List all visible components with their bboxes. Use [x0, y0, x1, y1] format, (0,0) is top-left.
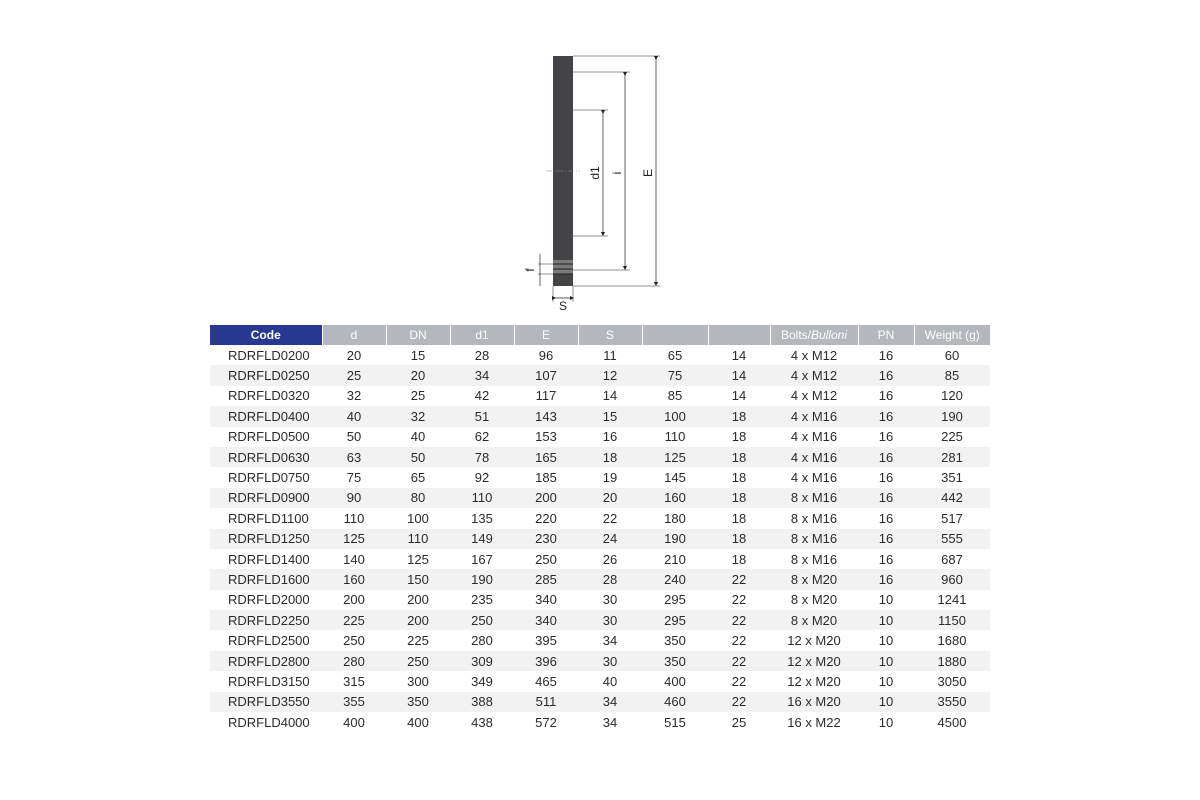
- cell-pn: 16: [878, 388, 894, 404]
- cell-d1: 78: [450, 447, 514, 467]
- cell-weight: 120: [941, 388, 963, 404]
- cell-d1: 280: [471, 633, 493, 649]
- cell-f: 22: [708, 610, 770, 630]
- cell-weight: 1880: [914, 651, 990, 671]
- cell-bolts: 4 x M16: [770, 406, 858, 426]
- cell-i: 160: [642, 488, 708, 508]
- cell-i: 400: [664, 673, 686, 689]
- cell-s: 15: [578, 406, 642, 426]
- table-row: [210, 630, 990, 650]
- cell-s: 34: [578, 692, 642, 712]
- cell-d1: 34: [450, 365, 514, 385]
- cell-e: 340: [514, 610, 578, 630]
- dimension-label-f: f: [523, 268, 537, 272]
- cell-weight: 351: [941, 470, 963, 486]
- cell-i: 75: [642, 365, 708, 385]
- cell-f: 22: [708, 651, 770, 671]
- cell-code: RDRFLD0630: [210, 447, 322, 467]
- cell-weight: 687: [941, 551, 963, 567]
- cell-d: 50: [346, 429, 362, 445]
- cell-f: 18: [708, 447, 770, 467]
- cell-d1: 190: [450, 569, 514, 589]
- cell-d: 125: [322, 529, 386, 549]
- cell-e: 285: [514, 569, 578, 589]
- cell-pn: 16: [858, 529, 914, 549]
- cell-s: 16: [602, 429, 618, 445]
- cell-d1: 250: [450, 610, 514, 630]
- cell-pn: 10: [878, 673, 894, 689]
- cell-s: 24: [578, 529, 642, 549]
- cell-bolts: 4 x M12: [790, 347, 838, 363]
- cell-pn: 16: [858, 569, 914, 589]
- cell-f: 18: [731, 470, 747, 486]
- cell-e: 220: [535, 510, 557, 526]
- cell-pn: 16: [858, 406, 914, 426]
- cell-pn: 16: [858, 365, 914, 385]
- cell-s: 40: [602, 673, 618, 689]
- cell-weight: 190: [914, 406, 990, 426]
- cell-bolts: 12 x M20: [787, 673, 841, 689]
- cell-d1: 149: [450, 529, 514, 549]
- header-s: S: [578, 325, 642, 345]
- cell-f: 22: [708, 692, 770, 712]
- header-d: d: [322, 325, 386, 345]
- cell-dn: 225: [407, 633, 429, 649]
- cell-d: 75: [346, 470, 362, 486]
- cell-d: 355: [322, 692, 386, 712]
- cell-d1: 309: [450, 651, 514, 671]
- cell-code: RDRFLD2500: [228, 633, 310, 649]
- cell-bolts: 12 x M20: [770, 651, 858, 671]
- cell-s: 28: [578, 569, 642, 589]
- cell-bolts: 12 x M20: [787, 633, 841, 649]
- cell-e: 185: [535, 470, 557, 486]
- cell-code: RDRFLD0500: [228, 429, 310, 445]
- table-row: [210, 692, 990, 712]
- cell-bolts: 8 x M20: [770, 610, 858, 630]
- cell-pn: 10: [858, 692, 914, 712]
- cell-d: 20: [346, 347, 362, 363]
- table-row: [210, 610, 990, 630]
- cell-f: 22: [731, 633, 747, 649]
- cell-f: 18: [708, 529, 770, 549]
- cell-f: 18: [731, 551, 747, 567]
- cell-pn: 16: [878, 470, 894, 486]
- cell-e: 396: [514, 651, 578, 671]
- cell-bolts: 4 x M12: [770, 365, 858, 385]
- cell-dn: 15: [410, 347, 426, 363]
- cell-f: 18: [731, 429, 747, 445]
- cell-i: 145: [664, 470, 686, 486]
- cell-dn: 65: [410, 470, 426, 486]
- table-row: [210, 671, 990, 691]
- header-dn: DN: [386, 325, 450, 345]
- table-row: [210, 508, 990, 528]
- cell-i: 180: [664, 510, 686, 526]
- cell-f: 18: [731, 510, 747, 526]
- cell-d: 40: [322, 406, 386, 426]
- cell-d1: 135: [471, 510, 493, 526]
- cell-bolts: 16 x M22: [787, 714, 841, 730]
- cell-pn: 16: [878, 551, 894, 567]
- cell-bolts: 8 x M20: [790, 592, 838, 608]
- table-row: [210, 569, 990, 589]
- cell-code: RDRFLD1400: [228, 551, 310, 567]
- cell-d1: 235: [471, 592, 493, 608]
- cell-dn: 40: [410, 429, 426, 445]
- cell-d: 400: [343, 714, 365, 730]
- header-e: E: [514, 325, 578, 345]
- cell-code: RDRFLD1250: [210, 529, 322, 549]
- cell-dn: 300: [407, 673, 429, 689]
- cell-pn: 10: [878, 633, 894, 649]
- cell-pn: 16: [858, 488, 914, 508]
- cell-dn: 32: [386, 406, 450, 426]
- cell-dn: 80: [386, 488, 450, 508]
- cell-e: 143: [514, 406, 578, 426]
- dimension-label-S: S: [558, 299, 568, 312]
- cell-s: 11: [603, 347, 617, 363]
- cell-e: 465: [535, 673, 557, 689]
- cell-dn: 250: [386, 651, 450, 671]
- cell-code: RDRFLD0750: [228, 470, 310, 486]
- flange-technical-drawing: [520, 50, 670, 312]
- cell-d1: 349: [471, 673, 493, 689]
- cell-d: 32: [346, 388, 362, 404]
- cell-d: 315: [343, 673, 365, 689]
- cell-dn: 400: [407, 714, 429, 730]
- cell-dn: 100: [407, 510, 429, 526]
- cell-weight: 225: [941, 429, 963, 445]
- cell-d: 90: [322, 488, 386, 508]
- cell-s: 26: [602, 551, 618, 567]
- cell-i: 460: [642, 692, 708, 712]
- cell-i: 100: [642, 406, 708, 426]
- cell-i: 65: [667, 347, 683, 363]
- table-row: [210, 529, 990, 549]
- flange-spec-table: [210, 325, 990, 732]
- table-header-row: [210, 325, 990, 345]
- cell-d: 250: [343, 633, 365, 649]
- cell-f: 18: [708, 406, 770, 426]
- header-bolts: [770, 325, 858, 345]
- cell-f: 22: [731, 592, 747, 608]
- cell-i: 190: [642, 529, 708, 549]
- cell-weight: 960: [914, 569, 990, 589]
- cell-e: 572: [535, 714, 557, 730]
- cell-dn: 350: [386, 692, 450, 712]
- cell-i: 295: [664, 592, 686, 608]
- cell-pn: 10: [878, 592, 894, 608]
- cell-weight: 4500: [937, 714, 967, 730]
- cell-d: 160: [322, 569, 386, 589]
- cell-d1: 438: [471, 714, 493, 730]
- header-weight: Weight (g): [914, 325, 990, 345]
- table-row: [210, 345, 990, 365]
- cell-weight: 3550: [914, 692, 990, 712]
- cell-e: 96: [538, 347, 554, 363]
- cell-d: 63: [322, 447, 386, 467]
- cell-code: RDRFLD0320: [228, 388, 310, 404]
- cell-pn: 16: [858, 447, 914, 467]
- table-row: [210, 712, 990, 732]
- cell-pn: 10: [878, 714, 894, 730]
- cell-dn: 50: [386, 447, 450, 467]
- cell-weight: 1680: [937, 633, 967, 649]
- cell-i: 240: [642, 569, 708, 589]
- cell-dn: 200: [407, 592, 429, 608]
- cell-bolts: 8 x M20: [770, 569, 858, 589]
- dimension-label-d1: d1: [588, 166, 602, 180]
- cell-code: RDRFLD4000: [228, 714, 310, 730]
- cell-dn: 200: [386, 610, 450, 630]
- cell-s: 22: [602, 510, 618, 526]
- cell-weight: 442: [914, 488, 990, 508]
- cell-weight: 85: [914, 365, 990, 385]
- cell-s: 19: [602, 470, 618, 486]
- cell-code: RDRFLD0400: [210, 406, 322, 426]
- cell-weight: 1241: [937, 592, 967, 608]
- cell-dn: 20: [386, 365, 450, 385]
- cell-weight: 517: [941, 510, 963, 526]
- cell-d1: 388: [450, 692, 514, 712]
- header-bolts-italic: Bulloni: [810, 328, 848, 342]
- cell-s: 14: [602, 388, 618, 404]
- header-code: Code: [210, 325, 322, 345]
- cell-s: 30: [578, 610, 642, 630]
- cell-e: 117: [535, 388, 557, 404]
- cell-weight: 3050: [937, 673, 967, 689]
- cell-d1: 42: [474, 388, 490, 404]
- table-row: [210, 447, 990, 467]
- cell-code: RDRFLD2000: [228, 592, 310, 608]
- cell-bolts: 8 x M16: [790, 510, 838, 526]
- cell-dn: 150: [386, 569, 450, 589]
- cell-i: 515: [664, 714, 686, 730]
- cell-s: 18: [578, 447, 642, 467]
- cell-s: 34: [602, 714, 618, 730]
- header-d1: d1: [450, 325, 514, 345]
- cell-code: RDRFLD1600: [210, 569, 322, 589]
- cell-pn: 10: [858, 610, 914, 630]
- cell-code: RDRFLD1100: [228, 510, 309, 526]
- cell-bolts: 8 x M16: [790, 551, 838, 567]
- cell-bolts: 8 x M16: [770, 529, 858, 549]
- cell-weight: 1150: [914, 610, 990, 630]
- cell-d: 200: [343, 592, 365, 608]
- table-row: [210, 590, 990, 610]
- cell-weight: 281: [914, 447, 990, 467]
- cell-bolts: 4 x M16: [770, 447, 858, 467]
- cell-code: RDRFLD2800: [210, 651, 322, 671]
- cell-bolts: 4 x M16: [790, 429, 838, 445]
- cell-pn: 10: [858, 651, 914, 671]
- cell-dn: 125: [407, 551, 429, 567]
- table-row: [210, 467, 990, 487]
- cell-e: 340: [535, 592, 557, 608]
- table-row: [210, 365, 990, 385]
- cell-d1: 28: [474, 347, 490, 363]
- cell-e: 200: [514, 488, 578, 508]
- dimension-label-i: i: [610, 171, 624, 175]
- cell-d: 110: [343, 510, 365, 526]
- cell-bolts: 8 x M16: [770, 488, 858, 508]
- cell-bolts: 4 x M16: [790, 470, 838, 486]
- cell-e: 395: [535, 633, 557, 649]
- cell-bolts: 16 x M20: [770, 692, 858, 712]
- cell-code: RDRFLD0900: [210, 488, 322, 508]
- cell-e: 250: [535, 551, 557, 567]
- cell-pn: 16: [878, 510, 894, 526]
- cell-dn: 25: [410, 388, 426, 404]
- header-bolts-label: Bolts/: [780, 328, 811, 342]
- cell-f: 25: [731, 714, 747, 730]
- table-row: [210, 488, 990, 508]
- cell-d: 140: [343, 551, 365, 567]
- cell-i: 210: [664, 551, 686, 567]
- cell-pn: 16: [878, 347, 894, 363]
- cell-e: 511: [514, 692, 578, 712]
- dimension-label-E: E: [641, 168, 655, 178]
- cell-f: 22: [731, 673, 747, 689]
- header-i: [642, 325, 708, 345]
- cell-e: 153: [535, 429, 557, 445]
- cell-f: 22: [708, 569, 770, 589]
- cell-e: 107: [514, 365, 578, 385]
- cell-i: 350: [642, 651, 708, 671]
- cell-s: 34: [602, 633, 618, 649]
- cell-bolts: 4 x M12: [790, 388, 838, 404]
- cell-e: 230: [514, 529, 578, 549]
- cell-pn: 16: [878, 429, 894, 445]
- cell-f: 14: [708, 365, 770, 385]
- cell-f: 18: [708, 488, 770, 508]
- cell-code: RDRFLD3150: [228, 673, 310, 689]
- cell-dn: 110: [386, 529, 450, 549]
- table-row: [210, 386, 990, 406]
- table-row: [210, 427, 990, 447]
- table-row: [210, 549, 990, 569]
- cell-i: 125: [642, 447, 708, 467]
- cell-e: 165: [514, 447, 578, 467]
- cell-s: 30: [578, 651, 642, 671]
- bolt-hole-section: [553, 260, 573, 274]
- cell-code: RDRFLD2250: [210, 610, 322, 630]
- table-row: [210, 406, 990, 426]
- cell-i: 350: [664, 633, 686, 649]
- cell-weight: 60: [944, 347, 960, 363]
- cell-i: 85: [667, 388, 683, 404]
- cell-d: 25: [322, 365, 386, 385]
- cell-i: 295: [642, 610, 708, 630]
- cell-f: 14: [731, 388, 747, 404]
- cell-d1: 92: [474, 470, 490, 486]
- cell-i: 110: [664, 429, 686, 445]
- table-row: [210, 651, 990, 671]
- cell-s: 30: [602, 592, 618, 608]
- cell-d: 225: [322, 610, 386, 630]
- header-pn: PN: [858, 325, 914, 345]
- cell-d1: 110: [450, 488, 514, 508]
- cell-code: RDRFLD0250: [210, 365, 322, 385]
- cell-d1: 62: [474, 429, 490, 445]
- cell-f: 14: [731, 347, 747, 363]
- cell-d1: 167: [471, 551, 493, 567]
- cell-code: RDRFLD3550: [210, 692, 322, 712]
- cell-d1: 51: [450, 406, 514, 426]
- cell-s: 12: [578, 365, 642, 385]
- header-f: [708, 325, 770, 345]
- cell-weight: 555: [914, 529, 990, 549]
- cell-code: RDRFLD0200: [228, 347, 310, 363]
- cell-d: 280: [322, 651, 386, 671]
- cell-s: 20: [578, 488, 642, 508]
